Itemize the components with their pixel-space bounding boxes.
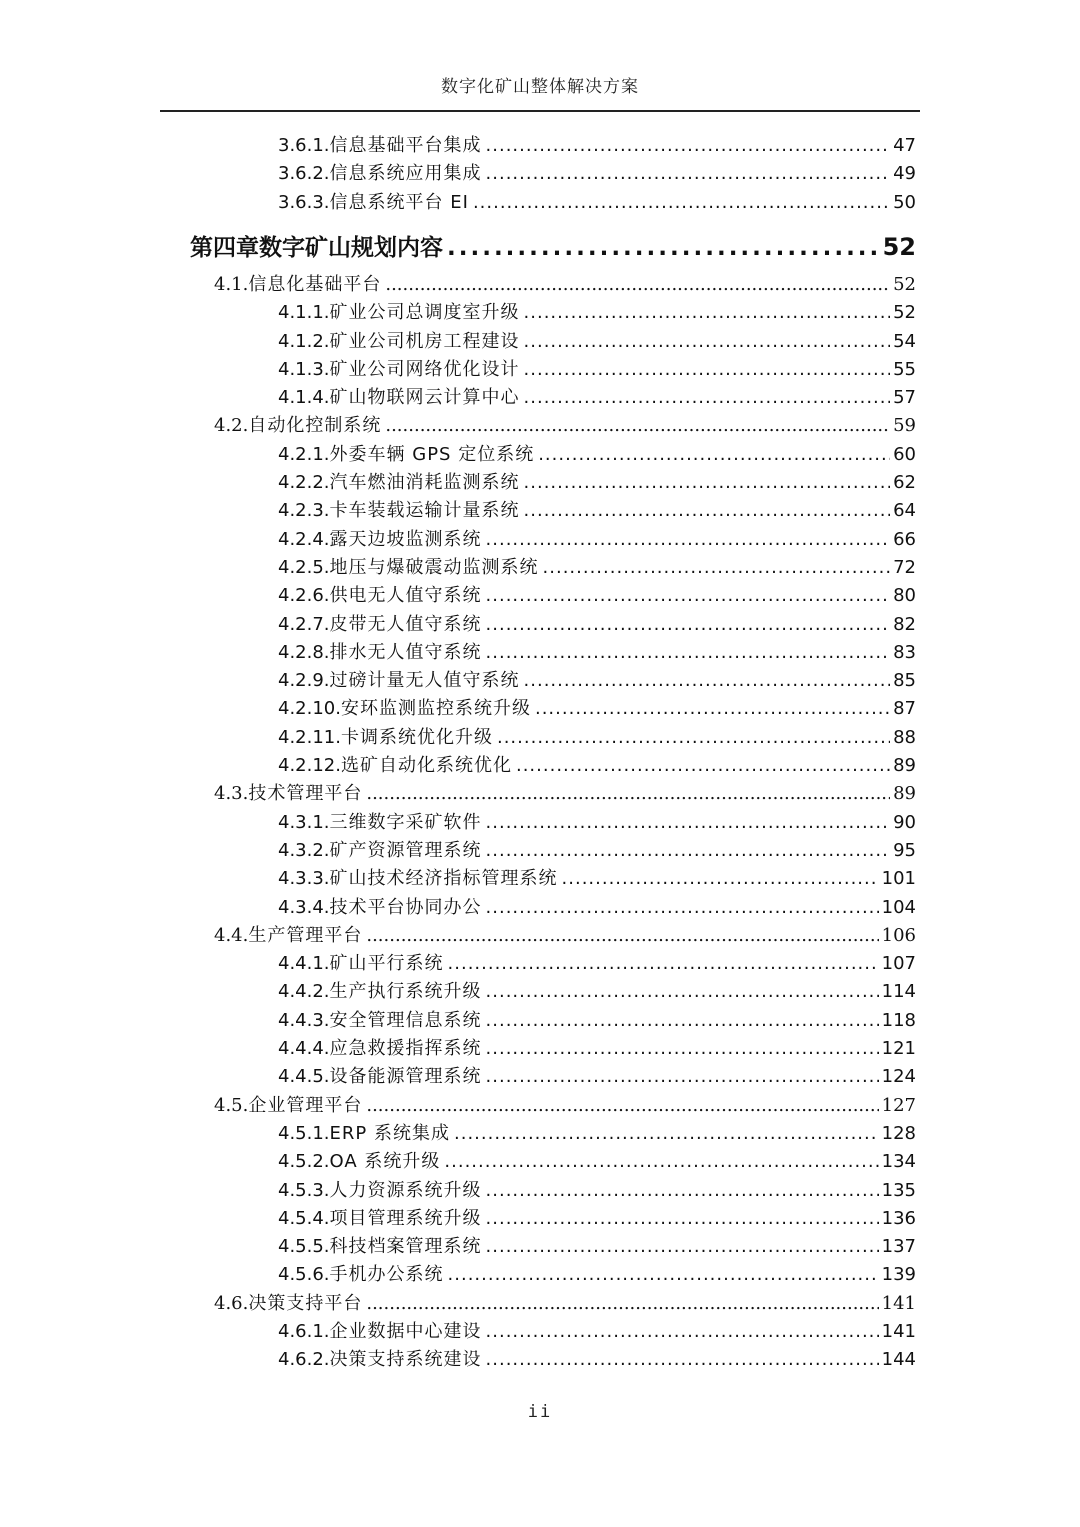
- toc-entry-title: 外委车辆 GPS 定位系统: [329, 443, 535, 465]
- toc-entry[interactable]: [278, 894, 916, 922]
- toc-entry-number: 4.5.1.: [278, 1122, 330, 1144]
- toc-entry[interactable]: [278, 160, 916, 188]
- toc-entry-page: 101: [881, 868, 916, 890]
- toc-dot-leader: [447, 230, 880, 266]
- toc-entry-page: 66: [893, 528, 916, 550]
- toc-entry-number: 4.2.4.: [278, 528, 330, 550]
- header-rule: [160, 110, 920, 112]
- toc-entry-number: 4.5.5.: [278, 1236, 330, 1258]
- toc-dot-leader: [366, 780, 890, 808]
- toc-entry[interactable]: [278, 724, 916, 752]
- toc-entry-page: 124: [881, 1066, 916, 1088]
- toc-entry[interactable]: [278, 356, 916, 384]
- toc-entry-title: 矿山技术经济指标管理系统: [329, 868, 558, 890]
- toc-entry-number: 4.1.2.: [278, 330, 330, 352]
- toc-entry-title: 设备能源管理系统: [329, 1066, 482, 1088]
- toc-entry-page: 62: [893, 472, 916, 493]
- toc-entry-page: 87: [893, 698, 916, 720]
- toc-entry-title: 企业管理平台: [248, 1094, 363, 1116]
- toc-entry-page: 60: [893, 443, 916, 465]
- toc-entry[interactable]: [214, 1092, 916, 1120]
- toc-dot-leader: [486, 1205, 879, 1233]
- toc-entry-number: 4.3.2.: [278, 839, 330, 861]
- toc-entry-title: 矿业公司机房工程建设: [329, 330, 520, 352]
- toc-entry-number: 4.2.3.: [278, 500, 330, 522]
- toc-entry-title: 数字矿山规划内容: [259, 234, 443, 261]
- toc-entry-number: 4.3.1.: [278, 811, 330, 833]
- toc-entry[interactable]: [278, 837, 916, 865]
- toc-dot-leader: [454, 1120, 879, 1148]
- toc-entry-number: 4.6.1.: [278, 1321, 330, 1342]
- toc-entry-page: 135: [881, 1179, 916, 1201]
- toc-entry-title: 矿山平行系统: [329, 953, 444, 975]
- toc-entry-page: 57: [893, 387, 916, 409]
- toc-entry-title: 信息基础平台集成: [329, 135, 482, 156]
- toc-entry-number: 4.2.6.: [278, 585, 330, 607]
- toc-entry-title: 安环监测监控系统升级: [340, 698, 531, 720]
- toc-dot-leader: [486, 809, 891, 837]
- toc-entry-title: 选矿自动化系统优化: [340, 755, 512, 776]
- toc-dot-leader: [366, 1092, 878, 1120]
- toc-entry[interactable]: [278, 978, 916, 1006]
- toc-dot-leader: [448, 950, 879, 978]
- toc-entry-page: 64: [893, 500, 916, 522]
- toc-entry-number: 4.6.: [214, 1292, 249, 1314]
- toc-entry-number: 4.2.2.: [278, 472, 330, 493]
- toc-dot-leader: [486, 160, 891, 188]
- toc-dot-leader: [444, 1148, 878, 1176]
- toc-entry-page: 47: [893, 135, 916, 156]
- toc-entry-page: 114: [881, 981, 916, 1003]
- toc-entry-page: 121: [881, 1038, 916, 1059]
- toc-dot-leader: [486, 1177, 879, 1205]
- toc-entry-number: 4.5.3.: [278, 1179, 330, 1201]
- toc-dot-leader: [486, 639, 891, 667]
- toc-entry-page: 89: [893, 783, 916, 805]
- toc-entry-number: 4.4.: [214, 924, 249, 946]
- toc-dot-leader: [538, 441, 890, 469]
- toc-dot-leader: [524, 384, 891, 412]
- toc-entry-number: 4.3.3.: [278, 868, 330, 890]
- toc-entry-number: 4.2.1.: [278, 443, 330, 465]
- toc-entry-number: 第四章: [190, 234, 259, 261]
- toc-dot-leader: [486, 582, 891, 610]
- toc-entry[interactable]: [278, 695, 916, 723]
- toc-entry-page: 141: [881, 1321, 916, 1342]
- toc-dot-leader: [524, 356, 891, 384]
- toc-entry-page: 80: [893, 585, 916, 607]
- toc-entry[interactable]: [214, 780, 916, 808]
- toc-entry-number: 4.4.4.: [278, 1038, 330, 1059]
- toc-entry-title: 信息系统应用集成: [329, 163, 482, 185]
- toc-entry-number: 4.2.8.: [278, 641, 330, 663]
- toc-dot-leader: [385, 412, 890, 440]
- toc-entry-page: 55: [893, 358, 916, 380]
- toc-entry[interactable]: [278, 639, 916, 667]
- toc-entry-title: 生产管理平台: [248, 924, 363, 946]
- toc-entry-page: 128: [881, 1122, 916, 1144]
- toc-entry-number: 4.5.2.: [278, 1151, 330, 1173]
- toc-dot-leader: [486, 526, 891, 554]
- toc-entry-page: 85: [893, 670, 916, 692]
- toc-entry[interactable]: [278, 1205, 916, 1233]
- toc-entry-number: 4.3.: [214, 783, 249, 805]
- toc-entry[interactable]: [278, 328, 916, 356]
- toc-entry-number: 4.2.12.: [278, 755, 341, 776]
- toc-entry-page: 59: [893, 415, 916, 437]
- toc-entry-page: 118: [881, 1009, 916, 1031]
- toc-dot-leader: [486, 1318, 879, 1346]
- toc-dot-leader: [486, 1007, 879, 1035]
- toc-entry-page: 83: [893, 641, 916, 663]
- toc-entry-title: 技术管理平台: [248, 783, 363, 805]
- toc-entry[interactable]: [278, 1346, 916, 1374]
- toc-entry-title: 露天边坡监测系统: [329, 528, 482, 550]
- toc-entry[interactable]: [278, 497, 916, 525]
- toc-entry-number: 3.6.2.: [278, 163, 330, 185]
- toc-entry-title: 应急救援指挥系统: [329, 1038, 482, 1059]
- toc-dot-leader: [486, 894, 879, 922]
- toc-entry[interactable]: [278, 611, 916, 639]
- toc-entry[interactable]: [278, 1007, 916, 1035]
- toc-entry-number: 4.4.2.: [278, 981, 330, 1003]
- toc-entry-page: 88: [893, 726, 916, 748]
- toc-entry-title: 决策支持平台: [248, 1292, 363, 1314]
- toc-entry-title: 安全管理信息系统: [329, 1009, 482, 1031]
- toc-entry-number: 4.3.4.: [278, 896, 330, 918]
- toc-dot-leader: [448, 1261, 879, 1289]
- toc-entry[interactable]: [278, 526, 916, 554]
- toc-entry-page: 52: [893, 302, 916, 324]
- toc-entry-number: 4.1.4.: [278, 387, 330, 409]
- toc-entry-title: 信息系统平台 EI: [329, 191, 469, 213]
- toc-entry[interactable]: [214, 922, 916, 950]
- toc-entry[interactable]: [190, 229, 916, 265]
- toc-dot-leader: [486, 978, 879, 1006]
- toc-entry[interactable]: [278, 950, 916, 978]
- toc-entry[interactable]: [278, 667, 916, 695]
- toc-entry-number: 3.6.1.: [278, 135, 330, 156]
- toc-entry-number: 4.4.1.: [278, 953, 330, 975]
- toc-entry-page: 95: [893, 839, 916, 861]
- toc-entry-number: 4.2.: [214, 415, 249, 437]
- toc-entry-page: 134: [881, 1151, 916, 1173]
- toc-entry-page: 50: [893, 191, 916, 213]
- toc-entry-page: 141: [881, 1292, 916, 1314]
- toc-dot-leader: [562, 865, 879, 893]
- running-header: 数字化矿山整体解决方案: [441, 77, 639, 97]
- toc-entry[interactable]: [278, 1318, 916, 1346]
- toc-entry[interactable]: [278, 865, 916, 893]
- toc-entry-page: 54: [893, 330, 916, 352]
- toc-entry-number: 4.5.6.: [278, 1264, 330, 1286]
- toc-entry-title: 矿山物联网云计算中心: [329, 387, 520, 409]
- toc-entry-number: 4.2.10.: [278, 698, 341, 720]
- toc-entry[interactable]: [278, 752, 916, 780]
- toc-entry[interactable]: [278, 1063, 916, 1091]
- toc-entry-title: 皮带无人值守系统: [329, 613, 482, 635]
- toc-dot-leader: [516, 752, 890, 780]
- toc-dot-leader: [524, 667, 891, 695]
- toc-entry[interactable]: [278, 132, 916, 160]
- toc-dot-leader: [385, 271, 890, 299]
- toc-entry[interactable]: [278, 1120, 916, 1148]
- toc-entry-page: 52: [882, 232, 916, 261]
- toc-entry[interactable]: [278, 1148, 916, 1176]
- toc-entry-page: 107: [881, 953, 916, 975]
- toc-entry-number: 4.1.: [214, 273, 249, 295]
- toc-entry-number: 4.1.1.: [278, 302, 330, 324]
- toc-entry[interactable]: [278, 189, 916, 217]
- toc-entry-title: 卡车装载运输计量系统: [329, 500, 520, 522]
- toc-entry-title: 信息化基础平台: [248, 273, 382, 295]
- toc-entry[interactable]: [278, 469, 916, 497]
- toc-dot-leader: [524, 469, 891, 497]
- toc-entry-page: 72: [893, 556, 916, 578]
- toc-entry-number: 4.5.: [214, 1094, 249, 1116]
- toc-entry-title: OA 系统升级: [329, 1151, 441, 1173]
- toc-entry-title: 自动化控制系统: [248, 415, 382, 437]
- toc-entry[interactable]: [278, 384, 916, 412]
- toc-dot-leader: [524, 299, 891, 327]
- toc-dot-leader: [486, 1346, 879, 1374]
- toc-entry-page: 89: [893, 755, 916, 776]
- toc-entry[interactable]: [278, 1035, 916, 1063]
- toc-dot-leader: [543, 554, 891, 582]
- toc-entry-number: 4.4.3.: [278, 1009, 330, 1031]
- toc-dot-leader: [486, 1233, 879, 1261]
- toc-entry-number: 4.6.2.: [278, 1349, 330, 1371]
- toc-entry-title: 地压与爆破震动监测系统: [329, 556, 539, 578]
- toc-entry-page: 82: [893, 613, 916, 635]
- toc-entry-number: 4.5.4.: [278, 1207, 330, 1229]
- toc-entry-title: ERP 系统集成: [329, 1122, 450, 1144]
- toc-dot-leader: [366, 922, 878, 950]
- toc-entry-number: 4.4.5.: [278, 1066, 330, 1088]
- toc-dot-leader: [535, 695, 890, 723]
- toc-dot-leader: [473, 189, 890, 217]
- toc-dot-leader: [486, 1063, 879, 1091]
- toc-dot-leader: [366, 1290, 878, 1318]
- toc-entry-page: 136: [881, 1207, 916, 1229]
- toc-entry-title: 过磅计量无人值守系统: [329, 670, 520, 692]
- toc-entry-page: 90: [893, 811, 916, 833]
- toc-dot-leader: [524, 328, 891, 356]
- toc-entry-title: 手机办公系统: [329, 1264, 444, 1286]
- toc-entry-title: 排水无人值守系统: [329, 641, 482, 663]
- toc-entry-title: 矿业公司总调度室升级: [329, 302, 520, 324]
- toc-entry[interactable]: [278, 1261, 916, 1289]
- toc-dot-leader: [486, 611, 891, 639]
- toc-entry-page: 127: [881, 1094, 916, 1116]
- toc-entry[interactable]: [278, 582, 916, 610]
- toc-entry-page: 104: [881, 896, 916, 918]
- toc-entry[interactable]: [278, 441, 916, 469]
- toc-entry[interactable]: [214, 1290, 916, 1318]
- toc-entry-page: 106: [881, 924, 916, 946]
- toc-entry-title: 矿业公司网络优化设计: [329, 358, 520, 380]
- toc-entry-number: 4.2.11.: [278, 726, 341, 748]
- toc-dot-leader: [497, 724, 890, 752]
- toc-entry[interactable]: [214, 271, 916, 299]
- toc-entry-number: 4.1.3.: [278, 358, 330, 380]
- toc-entry-page: 49: [893, 163, 916, 185]
- toc-entry-title: 决策支持系统建设: [329, 1349, 482, 1371]
- toc-entry-number: 4.2.7.: [278, 613, 330, 635]
- toc-entry-page: 139: [881, 1264, 916, 1286]
- toc-entry-title: 科技档案管理系统: [329, 1236, 482, 1258]
- toc-entry-title: 矿产资源管理系统: [329, 839, 482, 861]
- toc-entry[interactable]: [214, 412, 916, 440]
- toc-entry-title: 生产执行系统升级: [329, 981, 482, 1003]
- toc-entry-page: 52: [893, 273, 916, 295]
- toc-entry[interactable]: [278, 1177, 916, 1205]
- toc-entry-number: 3.6.3.: [278, 191, 330, 213]
- toc-entry-number: 4.2.5.: [278, 556, 330, 578]
- toc-entry[interactable]: [278, 809, 916, 837]
- toc-entry-number: 4.2.9.: [278, 670, 330, 692]
- toc-entry-title: 企业数据中心建设: [329, 1321, 482, 1342]
- toc-entry-page: 144: [881, 1349, 916, 1371]
- page-number: ii: [527, 1402, 553, 1422]
- toc-dot-leader: [486, 132, 891, 160]
- toc-entry-title: 项目管理系统升级: [329, 1207, 482, 1229]
- toc-entry[interactable]: [278, 299, 916, 327]
- toc-entry-title: 三维数字采矿软件: [329, 811, 482, 833]
- toc-entry-title: 汽车燃油消耗监测系统: [329, 472, 520, 493]
- toc-entry-title: 供电无人值守系统: [329, 585, 482, 607]
- toc-entry[interactable]: [278, 554, 916, 582]
- toc-entry[interactable]: [278, 1233, 916, 1261]
- toc-dot-leader: [486, 1035, 879, 1063]
- toc-entry-title: 卡调系统优化升级: [340, 726, 493, 748]
- toc-entry-page: 137: [881, 1236, 916, 1258]
- toc-entry-title: 人力资源系统升级: [329, 1179, 482, 1201]
- toc-entry-title: 技术平台协同办公: [329, 896, 482, 918]
- toc-dot-leader: [486, 837, 891, 865]
- toc-dot-leader: [524, 497, 891, 525]
